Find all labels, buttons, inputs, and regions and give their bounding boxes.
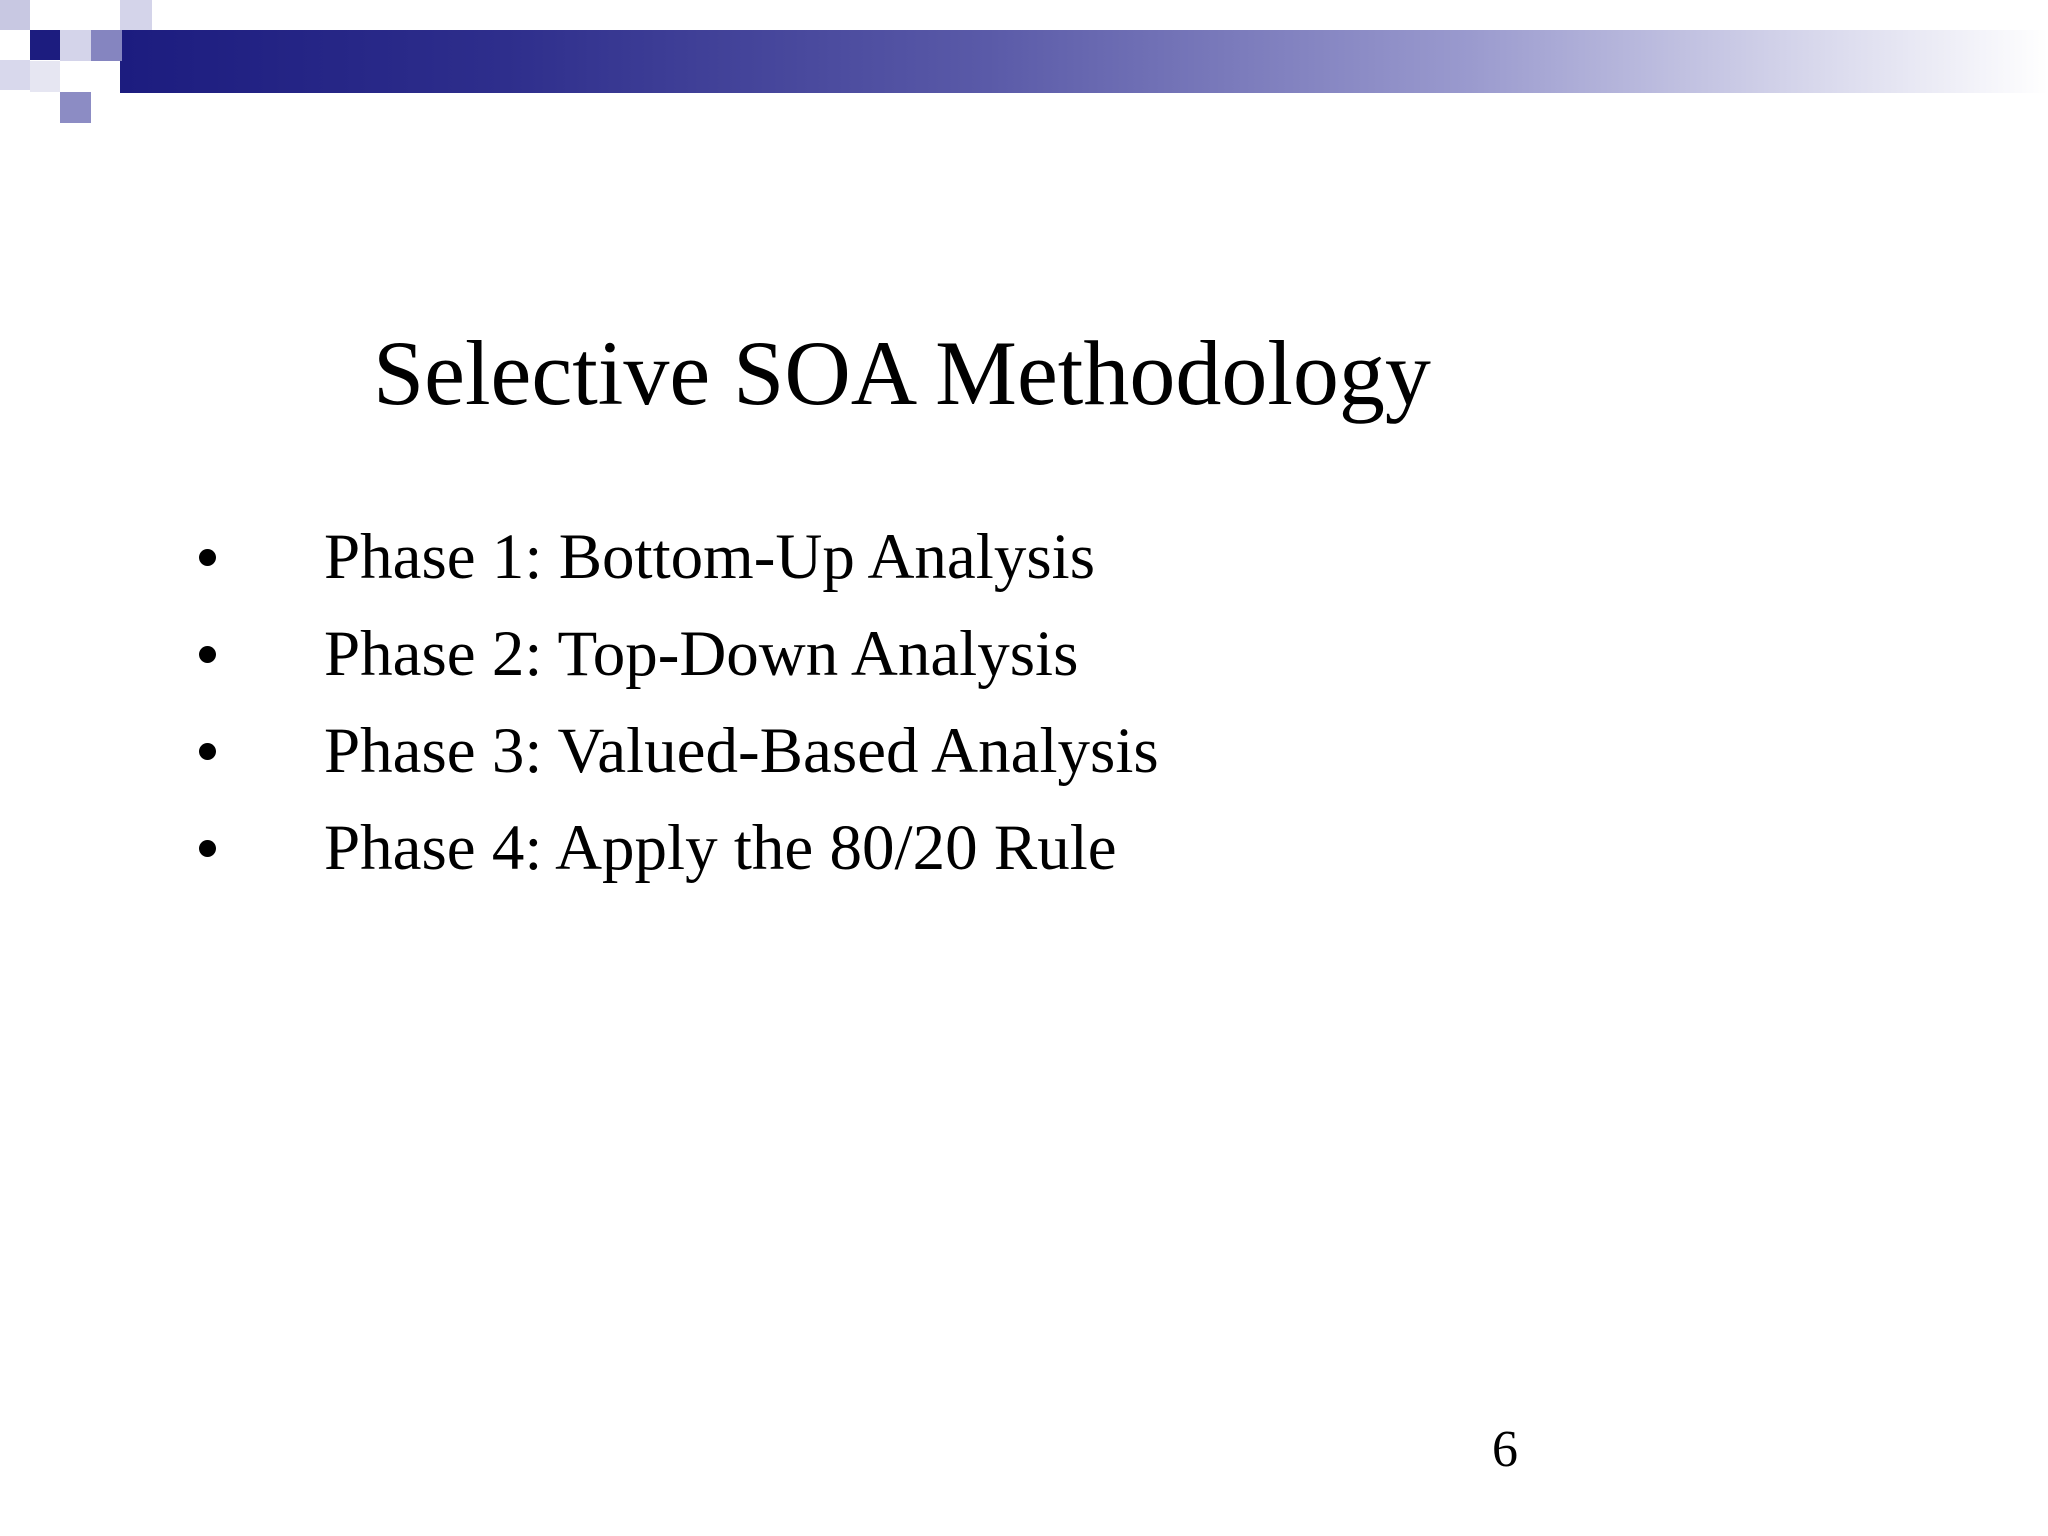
header-decor-square	[120, 0, 152, 30]
bullet-text: Phase 1: Bottom-Up Analysis	[324, 521, 1095, 593]
header-gradient-bar	[120, 30, 2048, 93]
bullet-text: Phase 2: Top-Down Analysis	[324, 618, 1079, 690]
bullet-icon	[199, 743, 216, 760]
header-decor-square	[30, 30, 60, 60]
bullet-text: Phase 4: Apply the 80/20 Rule	[324, 812, 1117, 884]
page-number: 6	[1492, 1421, 1518, 1478]
header-decor-square	[60, 30, 91, 61]
bullet-text: Phase 3: Valued-Based Analysis	[324, 715, 1159, 787]
header-decor-square	[30, 61, 60, 92]
header-decor-square	[91, 30, 122, 61]
bullet-icon	[199, 840, 216, 857]
header-decor-square	[0, 0, 30, 30]
header-decor-square	[0, 60, 30, 90]
slide-title: Selective SOA Methodology	[373, 322, 1431, 424]
header-decor-square	[60, 92, 91, 123]
bullet-icon	[199, 646, 216, 663]
bullet-icon	[199, 549, 216, 566]
